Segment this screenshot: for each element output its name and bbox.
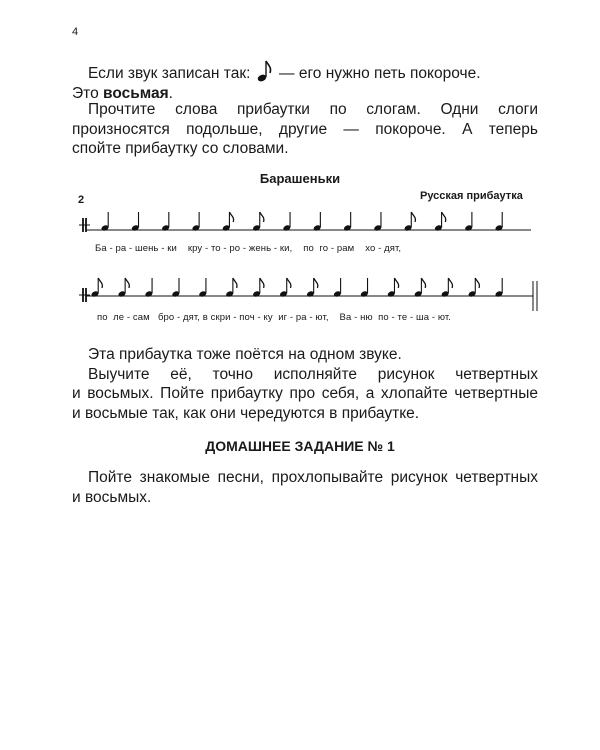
- quarter-note: [495, 212, 504, 232]
- final-barline: [533, 281, 537, 311]
- lyrics-row-1: Ба - ра - шень - ки кру - то - ро - жень - ки, по го - рам хо - дят,: [95, 243, 402, 254]
- quarter-note: [101, 212, 110, 232]
- quarter-note: [283, 212, 292, 232]
- eighth-note: [118, 278, 130, 298]
- eighth-note: [252, 278, 264, 298]
- quarter-note: [333, 278, 342, 298]
- practice-line: Выучите её, точно исполняйте рисунок четвертных: [88, 365, 538, 383]
- instructions-paragraph: [72, 100, 538, 159]
- practice-line: и восьмых. Пойте прибаутку про себя, а хлопайте четвертные: [72, 385, 538, 402]
- practice-line: и восьмые так, как они чередуются в прибаутке.: [72, 404, 420, 422]
- quarter-note: [495, 278, 504, 298]
- eighth-note: [252, 212, 264, 232]
- quarter-note: [145, 278, 154, 298]
- practice-paragraph: [72, 345, 538, 423]
- intro-text-after: — его нужно петь покороче.: [279, 65, 481, 82]
- quarter-note: [192, 212, 201, 232]
- quarter-note: [343, 212, 352, 232]
- song-number: 2: [78, 194, 85, 206]
- page-number: 4: [72, 26, 79, 38]
- intro-text-prefix: Это: [72, 84, 99, 102]
- eighth-note: [404, 212, 416, 232]
- eighth-note: [225, 278, 237, 298]
- eighth-note: [387, 278, 399, 298]
- rhythm-staff-row-1: [78, 203, 544, 243]
- quarter-note: [313, 212, 322, 232]
- quarter-note: [171, 278, 180, 298]
- eighth-note-icon: [257, 60, 273, 82]
- intro-paragraph: [72, 60, 538, 103]
- intro-text-before: Если звук записан так:: [88, 65, 251, 82]
- homework-title: ДОМАШНЕЕ ЗАДАНИЕ № 1: [205, 438, 395, 454]
- lyrics-row-2: по ле - сам бро - дят, в скри - поч - ку иг - ра - ют, Ва - ню по - те - ша - ют.: [97, 312, 451, 323]
- song-subtitle: Русская прибаутка: [420, 190, 523, 202]
- instructions-line: Прочтите слова прибаутки по слогам. Одни слоги: [88, 101, 538, 118]
- eighth-note: [468, 278, 480, 298]
- eighth-note: [91, 278, 103, 298]
- eighth-note: [279, 278, 291, 298]
- homework-line: Пойте знакомые песни, прохлопывайте рисунок четвертных: [88, 469, 538, 486]
- quarter-note: [161, 212, 170, 232]
- term-eighth-note: восьмая: [103, 84, 169, 102]
- quarter-note: [131, 212, 140, 232]
- eighth-note: [414, 278, 426, 298]
- instructions-line: произносятся подольше, другие — покороче. А теперь: [72, 120, 538, 138]
- practice-line: Эта прибаутка тоже поётся на одном звуке.: [88, 346, 402, 363]
- quarter-note: [373, 212, 382, 232]
- eighth-note: [434, 212, 446, 232]
- homework-line: и восьмых.: [72, 488, 152, 506]
- eighth-note: [441, 278, 453, 298]
- rhythm-notes: [101, 212, 504, 232]
- barline-start: [79, 288, 90, 302]
- quarter-note: [198, 278, 207, 298]
- rhythm-staff-row-2: [78, 273, 544, 313]
- intro-text-suffix: .: [168, 84, 173, 102]
- song-title: Барашеньки: [259, 171, 341, 186]
- eighth-note: [222, 212, 234, 232]
- rhythm-notes: [91, 278, 504, 298]
- quarter-note: [464, 212, 473, 232]
- eighth-note: [306, 278, 318, 298]
- homework-paragraph: [72, 468, 538, 507]
- instructions-line: спойте прибаутку со словами.: [72, 140, 289, 157]
- quarter-note: [360, 278, 369, 298]
